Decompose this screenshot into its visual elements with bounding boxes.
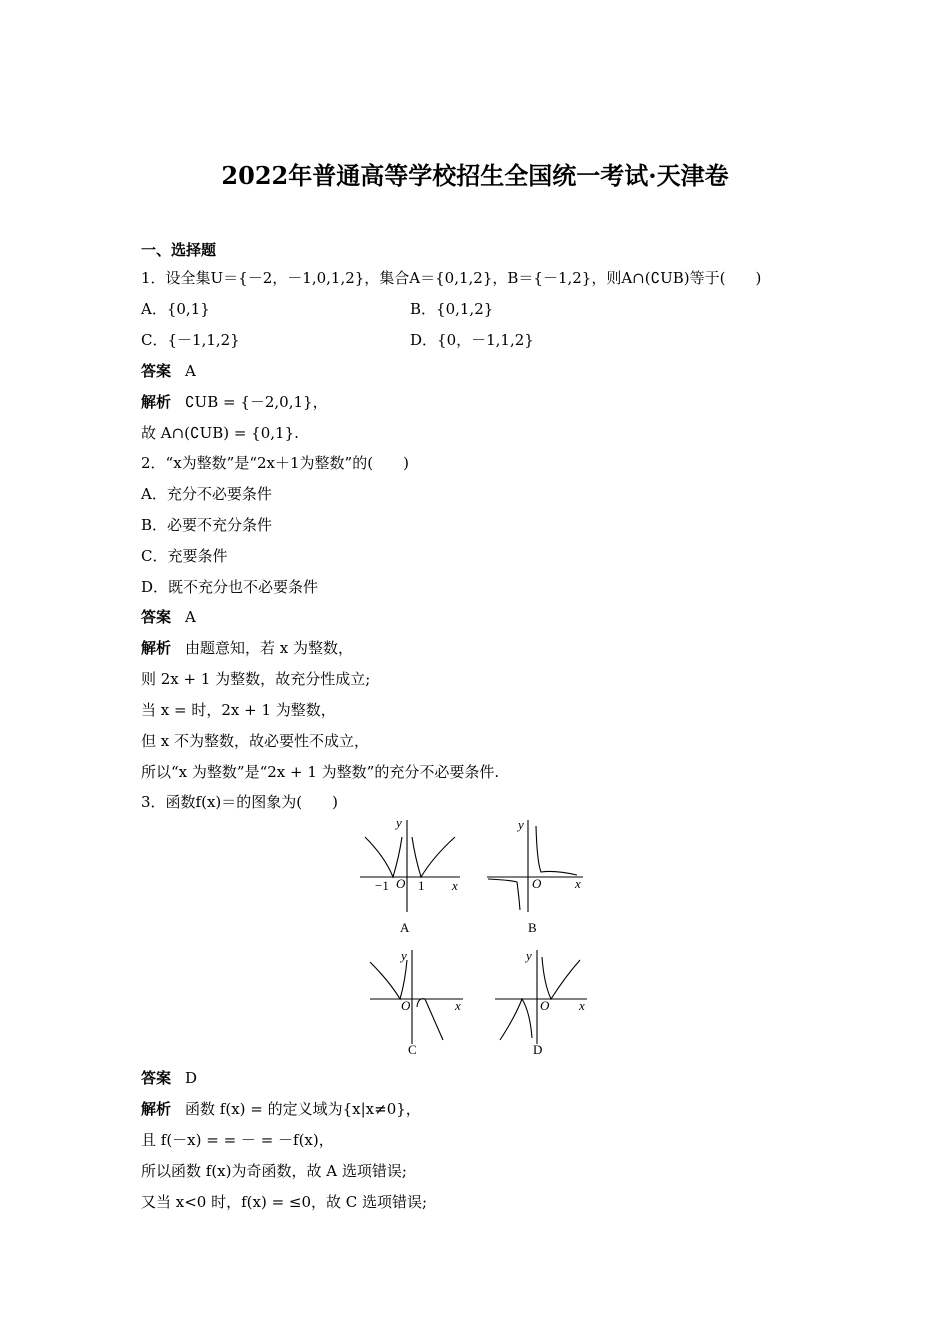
page-title: 2022年普通高等学校招生全国统一考试·天津卷 bbox=[221, 161, 729, 190]
graph-b-right-curve bbox=[536, 826, 577, 875]
analysis-text: ∁UB = {－2,0,1}， bbox=[185, 393, 328, 411]
graph-c-x-label: x bbox=[455, 998, 461, 1013]
graph-c-origin-label: O bbox=[401, 998, 411, 1013]
q1-stem: 1．设全集U＝{－2，－1,0,1,2}，集合A＝{0,1,2}，B＝{－1,2}，则A∩(∁UB)等于( ) bbox=[141, 269, 762, 287]
graph-b-x-label: x bbox=[575, 876, 581, 891]
answer-label: 答案 bbox=[141, 1069, 172, 1087]
graph-a-y-label: y bbox=[396, 815, 402, 830]
q2-option-a: A．充分不必要条件 bbox=[141, 485, 272, 503]
graph-a-right-curve bbox=[412, 837, 455, 877]
q3-analysis-4: 又当 x<0 时，f(x) = ≤0，故 C 选项错误; bbox=[141, 1193, 428, 1211]
graph-d-x-label: x bbox=[579, 998, 585, 1013]
q2-option-d: D．既不充分也不必要条件 bbox=[141, 578, 319, 596]
q2-analysis-5: 所以“x 为整数”是“2x + 1 为整数”的充分不必要条件. bbox=[141, 763, 500, 781]
graph-a-caption: A bbox=[400, 920, 410, 935]
q2-analysis-2: 则 2x + 1 为整数，故充分性成立; bbox=[141, 670, 371, 688]
q2-option-c: C．充要条件 bbox=[141, 547, 228, 565]
graph-b bbox=[487, 820, 583, 912]
graph-d-left-curve bbox=[500, 999, 532, 1040]
graph-b-y-label: y bbox=[518, 817, 524, 832]
graph-c-right-curve bbox=[417, 999, 443, 1040]
graph-a-tick-1: 1 bbox=[418, 878, 425, 893]
q1-option-a: A．{0,1} bbox=[141, 300, 210, 318]
graph-b-left-curve bbox=[488, 879, 520, 910]
q3-stem: 3．函数f(x)＝的图象为( ) bbox=[141, 793, 338, 811]
q1-analysis-1 bbox=[141, 392, 328, 412]
q1-answer bbox=[141, 361, 196, 381]
q1-analysis-2: 故 A∩(∁UB) = {0,1}. bbox=[141, 424, 299, 442]
analysis-text: 函数 f(x) = 的定义域为{x|x≠0}， bbox=[185, 1100, 421, 1118]
analysis-label: 解析 bbox=[141, 639, 172, 657]
answer-label: 答案 bbox=[141, 362, 172, 380]
graph-c bbox=[370, 950, 463, 1044]
graph-a-x-label: x bbox=[452, 878, 458, 893]
graph-c-y-label: y bbox=[401, 948, 407, 963]
answer-value: A bbox=[185, 608, 196, 626]
answer-value: A bbox=[185, 362, 196, 380]
graphs-svg bbox=[355, 812, 595, 1062]
graph-c-caption: C bbox=[408, 1042, 417, 1057]
graph-c-left-curve bbox=[370, 960, 407, 999]
q2-analysis-3: 当 x = 时，2x + 1 为整数， bbox=[141, 701, 336, 719]
analysis-label: 解析 bbox=[141, 1100, 172, 1118]
q2-answer bbox=[141, 607, 196, 627]
analysis-label: 解析 bbox=[141, 393, 172, 411]
graph-d-right-curve bbox=[542, 957, 580, 999]
graph-d-y-label: y bbox=[526, 948, 532, 963]
answer-label: 答案 bbox=[141, 608, 172, 626]
graph-d bbox=[495, 950, 587, 1044]
q3-analysis-3: 所以函数 f(x)为奇函数，故 A 选项错误; bbox=[141, 1162, 407, 1180]
q2-analysis-1 bbox=[141, 638, 353, 658]
graph-a-tick-neg1: −1 bbox=[375, 878, 389, 893]
graph-b-origin-label: O bbox=[532, 876, 542, 891]
q1-option-d: D．{0，－1,1,2} bbox=[410, 331, 534, 349]
graph-a-origin-label: O bbox=[396, 876, 406, 891]
graph-d-origin-label: O bbox=[540, 998, 550, 1013]
function-graphs bbox=[355, 812, 595, 1062]
q3-analysis-1 bbox=[141, 1099, 421, 1119]
graph-b-caption: B bbox=[528, 920, 537, 935]
graph-a-left-curve bbox=[365, 837, 402, 877]
analysis-text: 由题意知，若 x 为整数， bbox=[185, 639, 354, 657]
q2-option-b: B．必要不充分条件 bbox=[141, 516, 273, 534]
graph-a bbox=[360, 820, 460, 912]
section-heading: 一、选择题 bbox=[141, 241, 217, 259]
q1-option-c: C．{－1,1,2} bbox=[141, 331, 240, 349]
q3-answer bbox=[141, 1068, 197, 1088]
q3-analysis-2: 且 f(－x) = = － = －f(x)， bbox=[141, 1131, 334, 1149]
q2-stem: 2．“x为整数”是“2x＋1为整数”的( ) bbox=[141, 454, 409, 472]
graph-d-caption: D bbox=[533, 1042, 543, 1057]
answer-value: D bbox=[185, 1069, 198, 1087]
q1-option-b: B．{0,1,2} bbox=[410, 300, 494, 318]
q2-analysis-4: 但 x 不为整数，故必要性不成立， bbox=[141, 732, 369, 750]
